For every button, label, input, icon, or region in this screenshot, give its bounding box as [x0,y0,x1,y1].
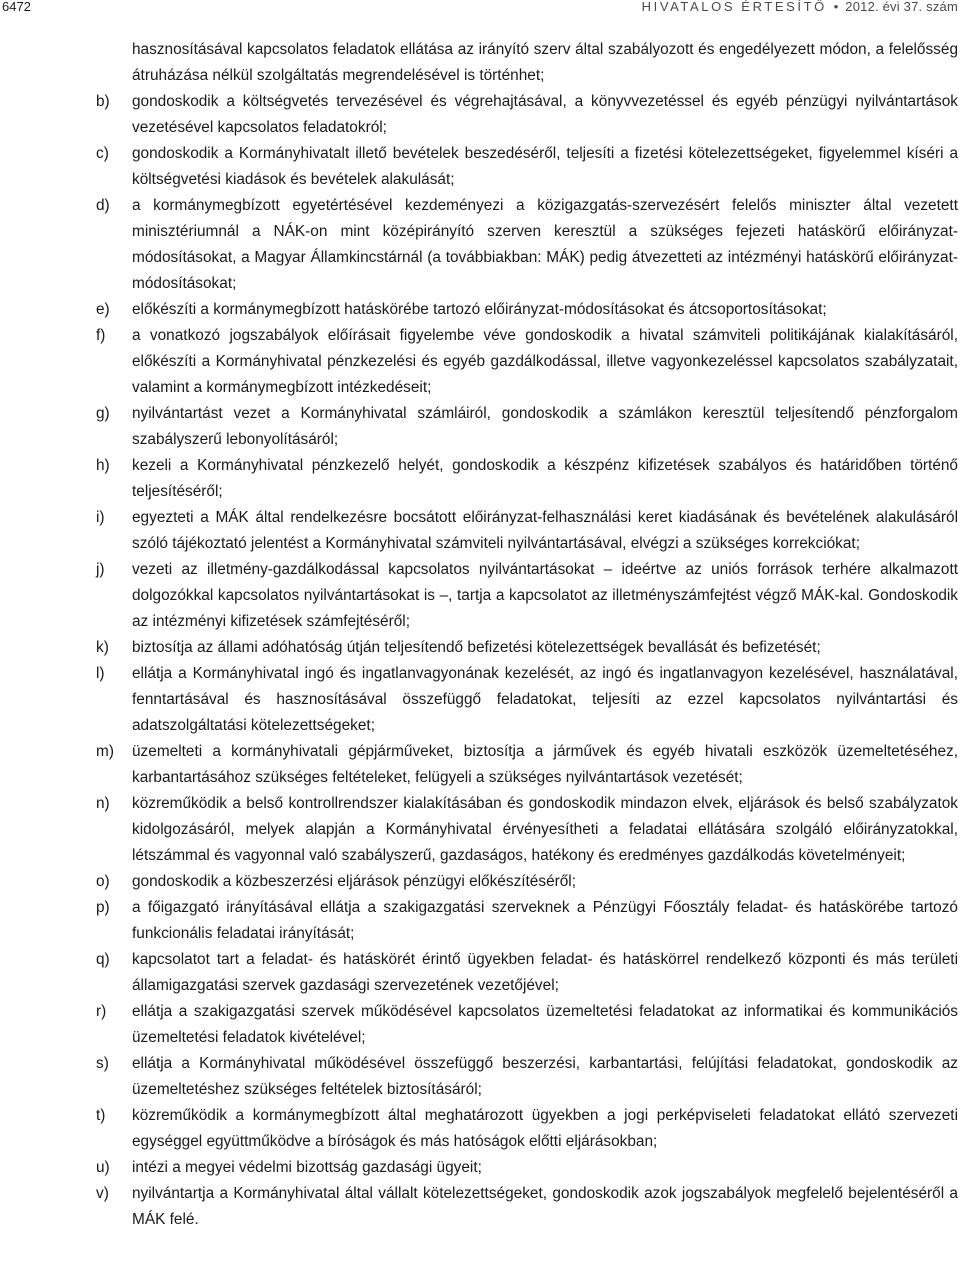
issue-number: 2012. évi 37. szám [845,0,958,14]
list-item-text: a kormánymegbízott egyetértésével kezdeményezi a közigazgatás-szervezésért felelős miniszter által vezetett minisztériumnál a NÁK-on mint középirányító szerven keresztül a szükséges fejezeti hatáskörű előirányzat-módosításokat, a Magyar Államkincstárnál (a továbbiakban: MÁK) pedig átvezetteti az intézményi hatáskörű előirányzat-módosításokat; [132,197,958,292]
list-item-marker: n) [96,795,110,812]
list-item-marker: j) [96,561,105,578]
list-item-marker: v) [96,1185,109,1202]
list-item [96,297,958,323]
list-item-marker: r) [96,1003,107,1020]
journal-title: HIVATALOS ÉRTESÍTŐ [641,0,827,14]
list-item [96,1181,958,1233]
list-item-text: gondoskodik a közbeszerzési eljárások pénzügyi előkészítéséről; [132,873,577,890]
list-item [96,791,958,869]
intro-paragraph: hasznosításával kapcsolatos feladatok ellátása az irányító szerv által szabályozott és engedélyezett módon, a felelősség átruházása nélkül szolgáltatás megrendelésével is történhet; [132,41,958,84]
document-body [96,37,958,1233]
list-item [96,141,958,193]
list-item [96,635,958,661]
separator-dot: • [833,0,839,14]
list-item-text: gondoskodik a Kormányhivatalt illető bevételek beszedéséről, teljesíti a fizetési kötelezettségeket, figyelemmel kíséri a költségvetési kiadások és bevételek alakulását; [132,145,958,188]
journal-info [642,0,958,14]
list-item-marker: s) [96,1055,109,1072]
list-item-marker: f) [96,327,106,344]
list-item-text: vezeti az illetmény-gazdálkodással kapcsolatos nyilvántartásokat – ideértve az uniós források terhére alkalmazott dolgozókkal kapcsolatos nyilvántartásokat is –, tartja a kapcsolatot az illetményszámfejtést végző MÁK-kal. Gondoskodik az intézményi kifizetések számfejtéséről; [132,561,958,630]
list-item-text: kapcsolatot tart a feladat- és hatáskörét érintő ügyekben feladat- és hatáskörrel rendelkező központi és más területi államigazgatási szervek gazdasági szervezetének vezetőjével; [132,951,958,994]
list-item-marker: l) [96,665,105,682]
list-item [96,1155,958,1181]
list-item-marker: p) [96,899,110,916]
list-item-marker: e) [96,301,110,318]
list-item [96,1103,958,1155]
list-item [96,895,958,947]
list-item [96,323,958,401]
list-item [96,661,958,739]
list-item [96,947,958,999]
list-item-text: gondoskodik a költségvetés tervezésével és végrehajtásával, a könyvvezetéssel és egyéb pénzügyi nyilvántartások vezetésével kapcsolatos feladatokról; [132,93,958,136]
page-header [0,0,960,14]
list-item-marker: u) [96,1159,110,1176]
list-item-marker: i) [96,509,105,526]
list-item-text: ellátja a Kormányhivatal ingó és ingatlanvagyonának kezelését, az ingó és ingatlanvagyon kezelésével, használatával, fenntartásával és hasznosításával összefüggő feladatokat, teljesíti az ezzel kapcsolatos nyilvántartási és adatszolgáltatási kötelezettségeket; [132,665,958,734]
list-item-marker: o) [96,873,110,890]
list-item [96,999,958,1051]
list-item [96,505,958,557]
list-item-marker: k) [96,639,109,656]
list-item-marker: h) [96,457,110,474]
list-item-marker: b) [96,93,110,110]
list-item-text: nyilvántartást vezet a Kormányhivatal számláiról, gondoskodik a számlákon keresztül teljesítendő pénzforgalom szabályszerű lebonyolításáról; [132,405,958,448]
list-item-text: intézi a megyei védelmi bizottság gazdasági ügyeit; [132,1159,482,1176]
list-item-text: a vonatkozó jogszabályok előírásait figyelembe véve gondoskodik a hivatal számviteli politikájának kialakításáról, előkészíti a Kormányhivatal pénzkezelési és egyéb gazdálkodással, illetve vagyonkezeléssel kapcsolatos szabályzatait, valamint a kormánymegbízott intézkedéseit; [132,327,958,396]
list-item-text: biztosítja az állami adóhatóság útján teljesítendő befizetési kötelezettségek bevallását és befizetését; [132,639,821,656]
item-list [96,89,958,1233]
list-item-marker: q) [96,951,110,968]
page-number: 6472 [2,0,31,14]
list-item-text: közreműködik a kormánymegbízott által meghatározott ügyekben a jogi perképviseleti feladatokat ellátó szervezeti egységgel együttműködve a bíróságok és más hatóságok előtti eljárásokban; [132,1107,958,1150]
list-item-text: közreműködik a belső kontrollrendszer kialakításában és gondoskodik mindazon elvek, eljárások és belső szabályzatok kidolgozásáról, melyek alapján a Kormányhivatal érvényesítheti a feladatai ellátására szolgáló előirányzatokkal, létszámmal és vagyonnal való szabályszerű, gazdaságos, hatékony és eredményes gazdálkodás követelményeit; [132,795,958,864]
list-item-marker: c) [96,145,109,162]
list-item [96,739,958,791]
list-item-text: kezeli a Kormányhivatal pénzkezelő helyét, gondoskodik a készpénz kifizetések szabályos és határidőben történő teljesítéséről; [132,457,958,500]
list-item-text: a főigazgató irányításával ellátja a szakigazgatási szerveknek a Pénzügyi Főosztály feladat- és hatáskörébe tartozó funkcionális feladatai irányítását; [132,899,958,942]
list-item-marker: t) [96,1107,106,1124]
list-item-text: ellátja a Kormányhivatal működésével összefüggő beszerzési, karbantartási, felújítási feladatokat, gondoskodik az üzemeltetéshez szükséges feltételek biztosításáról; [132,1055,958,1098]
list-item [96,89,958,141]
list-item [96,557,958,635]
list-item [96,869,958,895]
list-item [96,193,958,297]
list-item-text: nyilvántartja a Kormányhivatal által vállalt kötelezettségeket, gondoskodik azok jogszabályok megfelelő bejelentéséről a MÁK felé. [132,1185,958,1228]
list-item-marker: d) [96,197,110,214]
list-item [96,401,958,453]
list-item [96,453,958,505]
list-item [96,1051,958,1103]
list-item-text: ellátja a szakigazgatási szervek működésével kapcsolatos üzemeltetési feladatokat az informatikai és kommunikációs üzemeltetési feladatok kivételével; [132,1003,958,1046]
list-item-text: üzemelteti a kormányhivatali gépjárműveket, biztosítja a járművek és egyéb hivatali eszközök üzemeltetéséhez, karbantartásához szükséges feltételeket, felügyeli a szükséges nyilvántartások vezetését; [132,743,958,786]
list-item-text: előkészíti a kormánymegbízott hatáskörébe tartozó előirányzat-módosításokat és átcsoportosításokat; [132,301,827,318]
list-item-text: egyezteti a MÁK által rendelkezésre bocsátott előirányzat-felhasználási keret kiadásának és bevételének alakulásáról szóló tájékoztató jelentést a Kormányhivatal számviteli nyilvántartásával, elvégzi a szükséges korrekciókat; [132,509,958,552]
list-item-marker: g) [96,405,110,422]
list-item-marker: m) [96,743,114,760]
